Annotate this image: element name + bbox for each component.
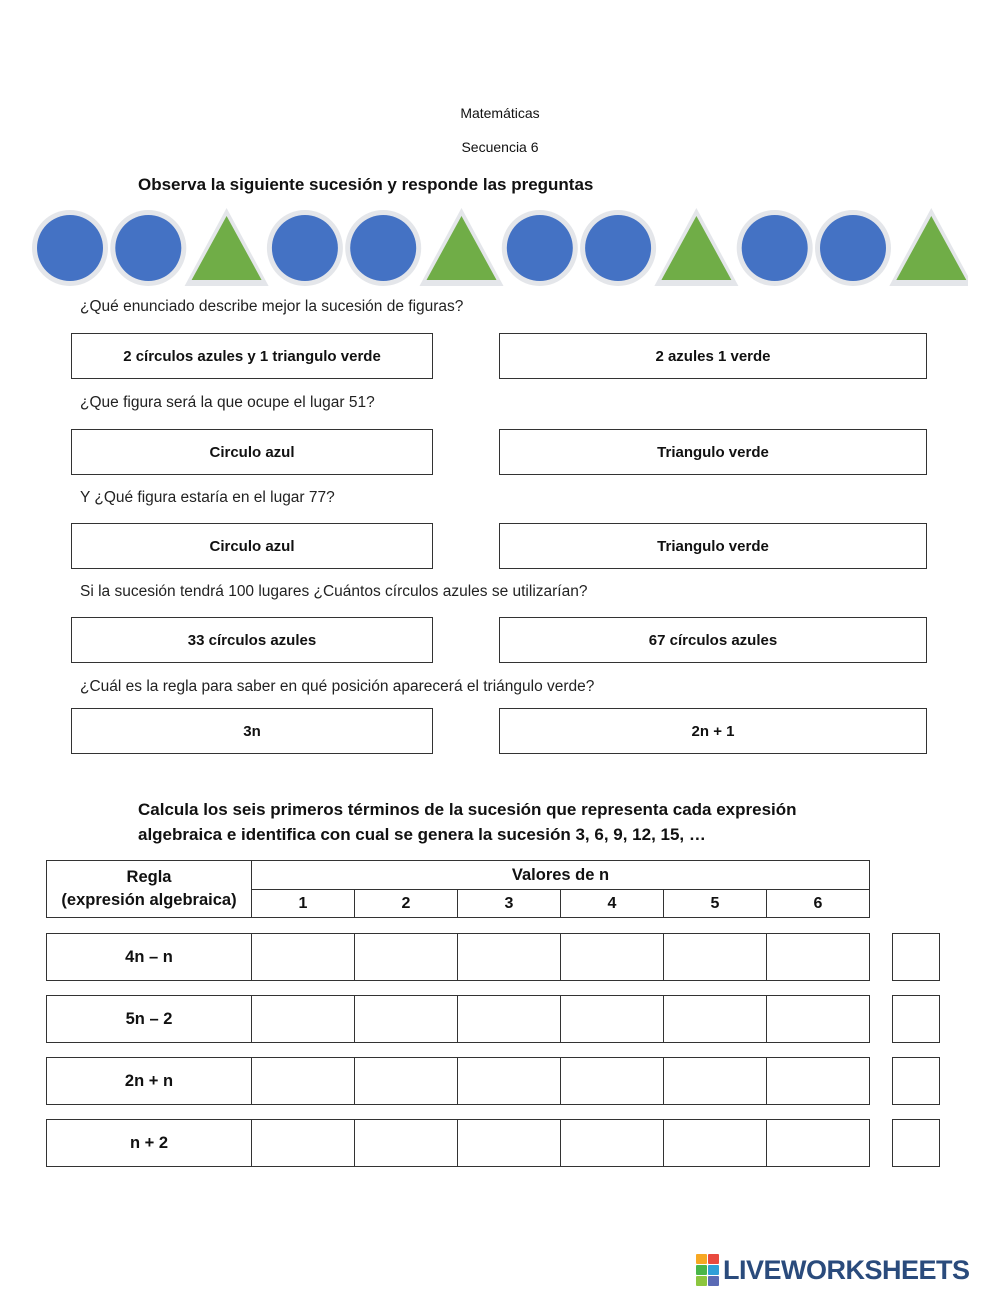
q3-option-a[interactable]: Circulo azul (71, 523, 433, 569)
n-value-header-1: 1 (252, 889, 355, 918)
blue-circle-shape (115, 215, 181, 281)
n-value-header-2: 2 (355, 889, 458, 918)
rule-column-header (46, 860, 252, 918)
logo-block (708, 1254, 719, 1264)
row2-value-input-5[interactable] (664, 995, 767, 1043)
q2-option-a[interactable]: Circulo azul (71, 429, 433, 475)
rule-cell-3: 2n + n (46, 1057, 252, 1105)
rule-cell-4: n + 2 (46, 1119, 252, 1167)
row1-value-input-1[interactable] (252, 933, 355, 981)
row3-value-input-2[interactable] (355, 1057, 458, 1105)
row2-value-input-3[interactable] (458, 995, 561, 1043)
q1-option-a[interactable]: 2 círculos azules y 1 triangulo verde (71, 333, 433, 379)
blue-circle-shape (350, 215, 416, 281)
logo-text: LIVEWORKSHEETS (723, 1254, 970, 1285)
row4-value-input-5[interactable] (664, 1119, 767, 1167)
row2-value-input-6[interactable] (767, 995, 870, 1043)
q5-option-b[interactable]: 2n + 1 (499, 708, 927, 754)
row3-value-input-3[interactable] (458, 1057, 561, 1105)
green-triangle-shape (661, 216, 731, 280)
q4-option-b[interactable]: 67 círculos azules (499, 617, 927, 663)
row3-value-input-1[interactable] (252, 1057, 355, 1105)
logo-block (696, 1265, 707, 1275)
logo-blocks-icon (696, 1254, 719, 1286)
n-value-header-4: 4 (561, 889, 664, 918)
q4-option-a[interactable]: 33 círculos azules (71, 617, 433, 663)
green-triangle-shape (427, 216, 497, 280)
q5-option-a[interactable]: 3n (71, 708, 433, 754)
calc-instruction-line-1: Calcula los seis primeros términos de la sucesión que representa cada expresión (138, 800, 797, 819)
rule-cell-1: 4n – n (46, 933, 252, 981)
green-triangle-shape (192, 216, 262, 280)
blue-circle-shape (272, 215, 338, 281)
row2-value-input-4[interactable] (561, 995, 664, 1043)
q3-option-b[interactable]: Triangulo verde (499, 523, 927, 569)
row3-value-input-5[interactable] (664, 1057, 767, 1105)
question-3: Y ¿Qué figura estaría en el lugar 77? (80, 489, 335, 506)
row1-value-input-6[interactable] (767, 933, 870, 981)
rule-header-line-2: (expresión algebraica) (61, 891, 237, 909)
question-5: ¿Cuál es la regla para saber en qué posición aparecerá el triángulo verde? (80, 678, 595, 695)
row4-answer-box[interactable] (892, 1119, 940, 1167)
row1-value-input-2[interactable] (355, 933, 458, 981)
liveworksheets-logo (696, 1254, 970, 1286)
row2-answer-box[interactable] (892, 995, 940, 1043)
row4-value-input-6[interactable] (767, 1119, 870, 1167)
logo-block (696, 1276, 707, 1286)
logo-block (708, 1265, 719, 1275)
question-1: ¿Qué enunciado describe mejor la sucesión de figuras? (80, 298, 464, 315)
row1-value-input-3[interactable] (458, 933, 561, 981)
rule-header-line-1: Regla (126, 868, 172, 886)
row4-value-input-1[interactable] (252, 1119, 355, 1167)
n-value-header-3: 3 (458, 889, 561, 918)
n-value-header-5: 5 (664, 889, 767, 918)
blue-circle-shape (585, 215, 651, 281)
instruction-heading: Observa la siguiente sucesión y responde las preguntas (138, 175, 594, 194)
row4-value-input-2[interactable] (355, 1119, 458, 1167)
row3-value-input-4[interactable] (561, 1057, 664, 1105)
values-column-header: Valores de n (252, 860, 870, 890)
row2-value-input-2[interactable] (355, 995, 458, 1043)
blue-circle-shape (742, 215, 808, 281)
row2-value-input-1[interactable] (252, 995, 355, 1043)
logo-block (696, 1254, 707, 1264)
n-value-header-6: 6 (767, 889, 870, 918)
row1-value-input-5[interactable] (664, 933, 767, 981)
row1-answer-box[interactable] (892, 933, 940, 981)
q1-option-b[interactable]: 2 azules 1 verde (499, 333, 927, 379)
logo-block (708, 1276, 719, 1286)
blue-circle-shape (507, 215, 573, 281)
row4-value-input-4[interactable] (561, 1119, 664, 1167)
question-4: Si la sucesión tendrá 100 lugares ¿Cuántos círculos azules se utilizarían? (80, 583, 588, 600)
row1-value-input-4[interactable] (561, 933, 664, 981)
row4-value-input-3[interactable] (458, 1119, 561, 1167)
blue-circle-shape (820, 215, 886, 281)
blue-circle-shape (37, 215, 103, 281)
calc-instruction (138, 797, 838, 847)
q2-option-b[interactable]: Triangulo verde (499, 429, 927, 475)
sequence-title: Secuencia 6 (461, 139, 539, 155)
figure-sequence (28, 206, 968, 290)
calc-instruction-line-2: algebraica e identifica con cual se genera la sucesión 3, 6, 9, 12, 15, … (138, 825, 706, 844)
subject-title: Matemáticas (460, 105, 540, 121)
rule-cell-2: 5n – 2 (46, 995, 252, 1043)
green-triangle-shape (896, 216, 966, 280)
row3-value-input-6[interactable] (767, 1057, 870, 1105)
row3-answer-box[interactable] (892, 1057, 940, 1105)
question-2: ¿Que figura será la que ocupe el lugar 51? (80, 394, 375, 411)
